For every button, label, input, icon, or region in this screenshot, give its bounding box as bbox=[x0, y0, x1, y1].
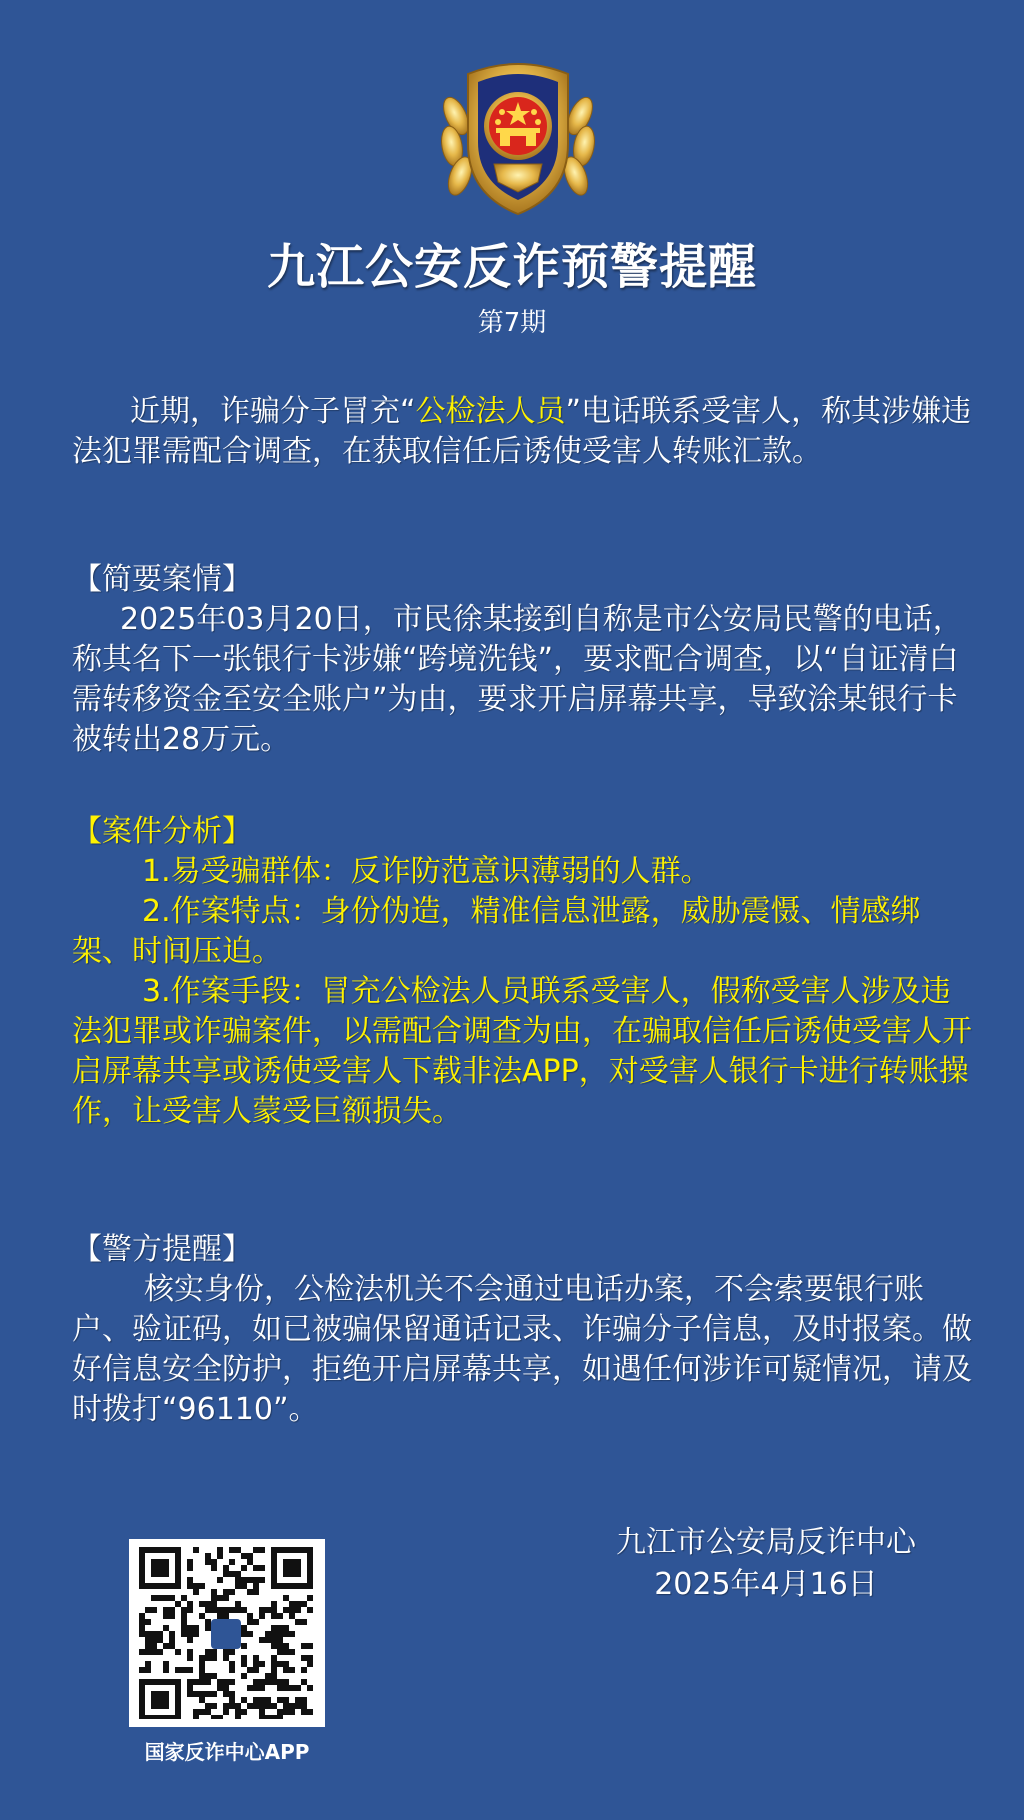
intro-text-before: 近期，诈骗分子冒充“ bbox=[130, 394, 416, 429]
intro-text-after: ”电话联系受害人，称其涉嫌违法犯罪需配合调查，在获取信任后诱使受害人转账汇款。 bbox=[72, 394, 972, 469]
warning-section bbox=[72, 1230, 972, 1430]
signature-block bbox=[586, 1522, 946, 1606]
analysis-item: 2.作案特点：身份伪造，精准信息泄露，威胁震慑、情感绑架、时间压迫。 bbox=[72, 894, 921, 969]
qr-code-icon bbox=[139, 1547, 315, 1719]
brief-heading: 【简要案情】 bbox=[72, 562, 252, 597]
analysis-item: 1.易受骗群体：反诈防范意识薄弱的人群。 bbox=[142, 854, 711, 889]
warning-heading: 【警方提醒】 bbox=[72, 1232, 252, 1267]
brief-text: 2025年03月20日，市民徐某接到自称是市公安局民警的电话，称其名下一张银行卡涉嫌“跨境洗钱”，要求配合调查，以“自证清白需转移资金至安全账户”为由，要求开启屏幕共享，导致涂某银行卡被转出28万元。 bbox=[72, 602, 963, 757]
intro-highlight: 公检法人员 bbox=[415, 394, 566, 429]
police-emblem-icon bbox=[438, 54, 598, 220]
analysis-item: 3.作案手段：冒充公检法人员联系受害人，假称受害人涉及违法犯罪或诈骗案件，以需配合调查为由，在骗取信任后诱使受害人开启屏幕共享或诱使受害人下载非法APP，对受害人银行卡进行转账操作，让受害人蒙受巨额损失。 bbox=[72, 974, 972, 1129]
page-title: 九江公安反诈预警提醒 bbox=[266, 239, 757, 295]
issuing-org: 九江市公安局反诈中心 bbox=[616, 1525, 916, 1560]
brief-section bbox=[72, 560, 972, 760]
issue-number: 第7期 bbox=[477, 308, 547, 338]
qr-caption: 国家反诈中心APP bbox=[144, 1740, 310, 1764]
analysis-section bbox=[72, 812, 972, 1132]
issue-date: 2025年4月16日 bbox=[654, 1567, 878, 1602]
qr-code[interactable] bbox=[129, 1539, 325, 1727]
intro-paragraph bbox=[72, 392, 972, 472]
analysis-heading: 【案件分析】 bbox=[72, 814, 252, 849]
warning-text: 核实身份，公检法机关不会通过电话办案，不会索要银行账户、验证码，如已被骗保留通话记录、诈骗分子信息，及时报案。做好信息安全防护，拒绝开启屏幕共享，如遇任何涉诈可疑情况，请及时拨打“96110”。 bbox=[72, 1272, 972, 1427]
